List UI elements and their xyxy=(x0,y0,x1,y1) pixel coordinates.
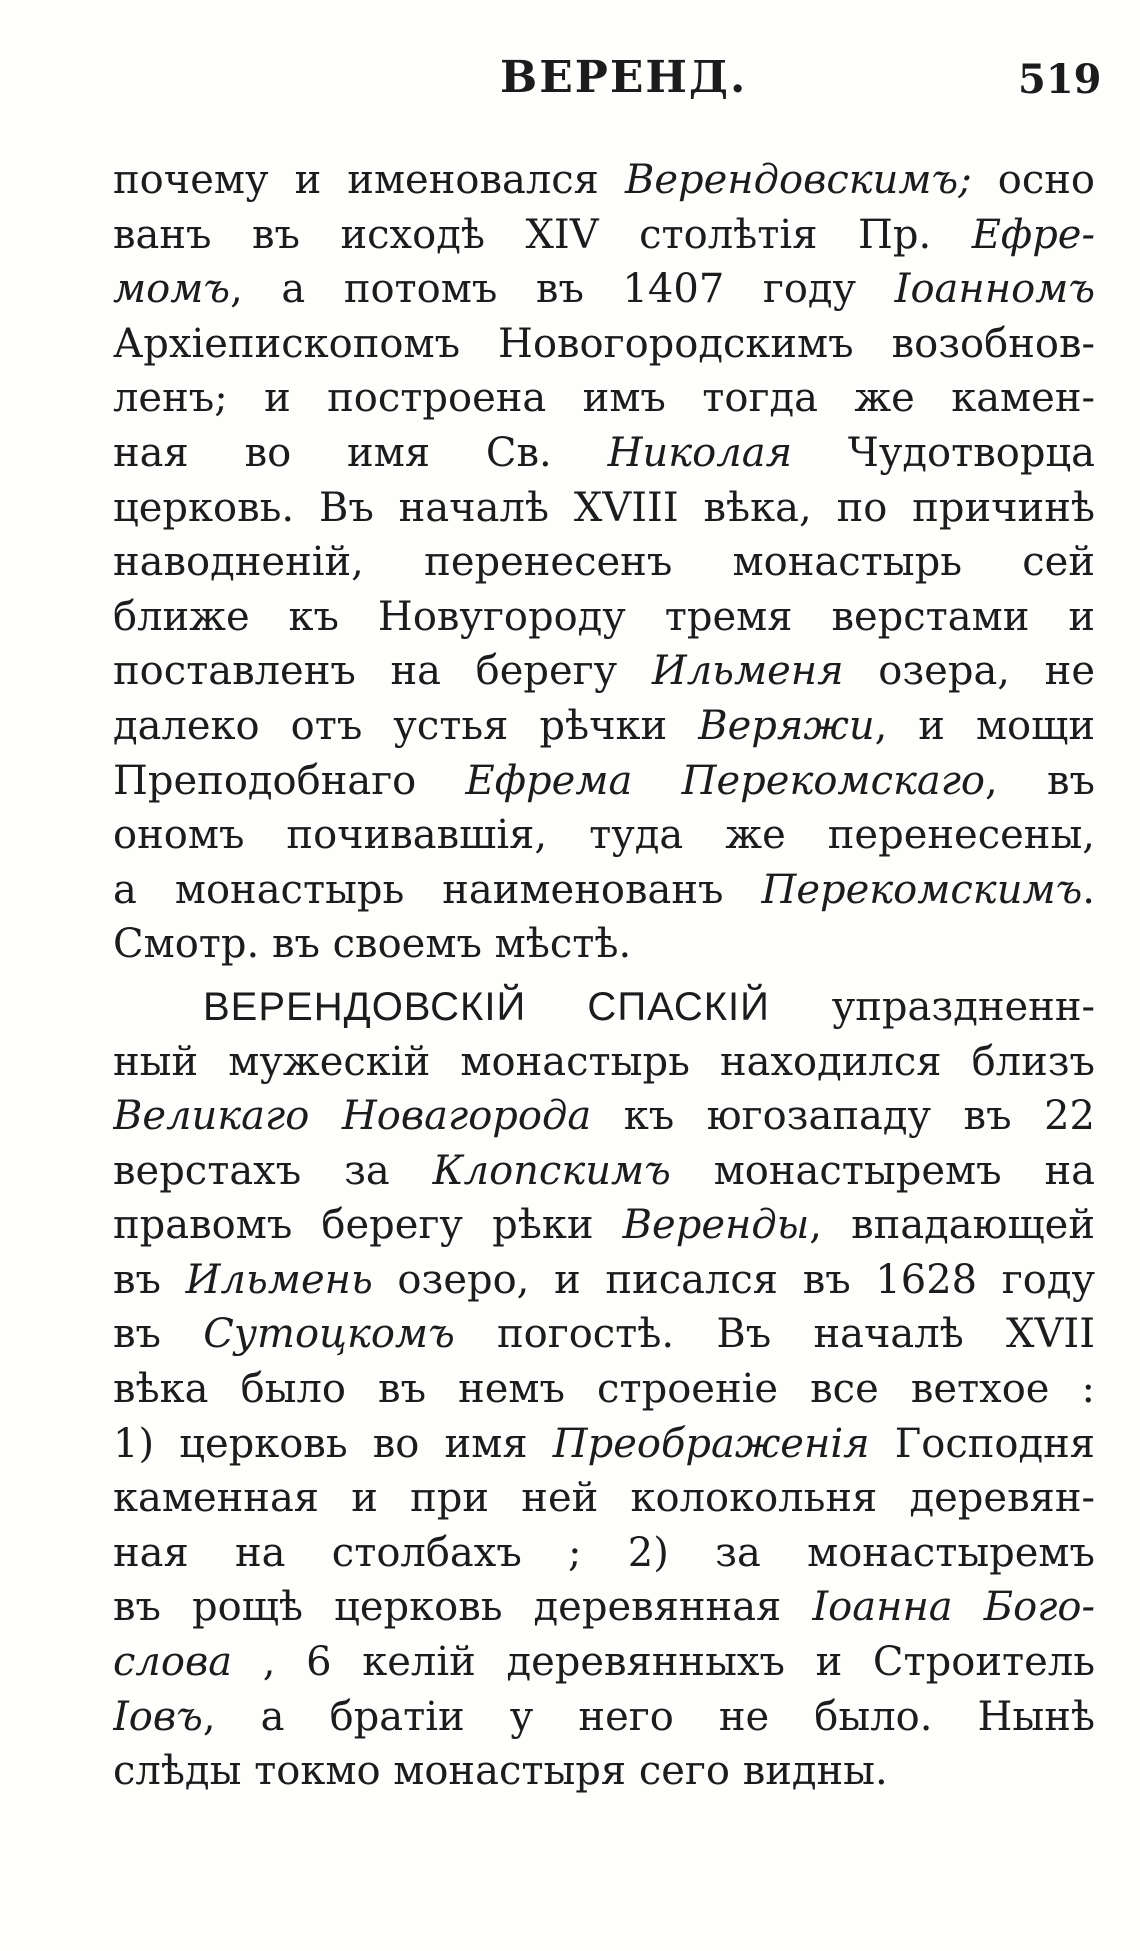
text-run: озера, не xyxy=(843,648,1095,695)
text-line xyxy=(113,699,1095,754)
text-line xyxy=(113,1144,1095,1199)
text-run: , впадающей xyxy=(809,1202,1095,1249)
text-run: упраздненн- xyxy=(769,983,1095,1030)
text-run: Смотр. въ своемъ мѣстѣ. xyxy=(113,921,632,968)
italic-proper-name: Клопскимъ xyxy=(432,1147,671,1194)
text-run: церковь. Въ началѣ XVIII вѣка, по причинѣ xyxy=(113,484,1095,531)
text-run: , а потомъ въ 1407 году xyxy=(230,266,895,313)
page-number: 519 xyxy=(1018,56,1102,103)
italic-proper-name: Іоанна Бого- xyxy=(812,1584,1095,1631)
italic-proper-name: Іовъ xyxy=(113,1693,203,1740)
text-line xyxy=(113,426,1095,481)
text-line xyxy=(113,980,1095,1035)
italic-proper-name: Веряжи xyxy=(698,702,875,749)
text-line xyxy=(113,317,1095,372)
text-run: , 6 келій деревянныхъ и Строитель xyxy=(232,1639,1095,1686)
text-run: въ xyxy=(113,1256,186,1303)
entry-heading: ВЕРЕНДОВСКІЙ СПАСКІЙ xyxy=(203,984,770,1029)
text-run: каменная и при ней колокольня деревян- xyxy=(113,1475,1095,1522)
text-run: , въ xyxy=(985,757,1095,804)
text-run: Господня xyxy=(869,1420,1095,1467)
italic-proper-name: момъ xyxy=(113,266,231,313)
italic-proper-name: Сутоцкомъ xyxy=(203,1311,455,1358)
text-line xyxy=(113,262,1095,317)
italic-proper-name: Іоанномъ xyxy=(894,266,1095,313)
text-run: Архіепископомъ Новогородскимъ возобнов- xyxy=(113,320,1095,367)
text-run: поставленъ на берегу xyxy=(113,648,652,695)
italic-proper-name: Перекомскимъ xyxy=(761,866,1083,913)
italic-proper-name: Преображенія xyxy=(552,1420,870,1467)
text-run: ономъ почивавшія, туда же перенесены, xyxy=(113,812,1095,859)
text-line xyxy=(113,481,1095,536)
text-run: ближе къ Новугороду тремя верстами и xyxy=(113,593,1095,640)
text-run: ная на столбахъ ; 2) за монастыремъ xyxy=(113,1529,1095,1576)
text-line xyxy=(113,1471,1095,1526)
text-run: далеко отъ устья рѣчки xyxy=(113,702,699,749)
running-head-title: ВЕРЕНД. xyxy=(500,52,748,103)
text-run: правомъ берегу рѣки xyxy=(113,1202,623,1249)
italic-proper-name: Ильменя xyxy=(651,648,844,695)
italic-proper-name: Ильмень xyxy=(185,1256,373,1303)
text-run: въ xyxy=(113,1311,204,1358)
italic-proper-name: Веренды xyxy=(622,1202,810,1249)
text-run: , и мощи xyxy=(874,702,1095,749)
text-run: а монастырь наименованъ xyxy=(113,866,762,913)
text-run: вѣка было въ немъ строеніе все ветхое : xyxy=(113,1366,1095,1413)
text-run: ванъ въ исходѣ XIV столѣтія Пр. xyxy=(113,211,972,258)
italic-proper-name: Верендовскимъ; xyxy=(624,157,972,203)
text-run: слѣды токмо монастыря сего видны. xyxy=(113,1748,888,1795)
text-run: монастыремъ на xyxy=(670,1147,1095,1194)
text-line xyxy=(113,208,1095,263)
text-line xyxy=(113,1744,1095,1799)
text-line xyxy=(113,1307,1095,1362)
italic-proper-name: Николая xyxy=(607,429,793,476)
text-line xyxy=(113,917,1095,972)
text-line xyxy=(113,1635,1095,1690)
text-run: погостѣ. Въ началѣ XVII xyxy=(454,1311,1095,1358)
text-run: ный мужескій монастырь находился близъ xyxy=(113,1038,1095,1085)
text-line xyxy=(113,1580,1095,1635)
italic-proper-name: Ефрема Перекомскаго xyxy=(465,757,986,804)
text-line xyxy=(113,1198,1095,1253)
running-head xyxy=(0,52,1140,112)
text-line xyxy=(113,371,1095,426)
text-line xyxy=(113,644,1095,699)
text-run: осно xyxy=(971,157,1095,203)
text-line xyxy=(113,863,1095,918)
text-line xyxy=(113,535,1095,590)
text-line xyxy=(113,1253,1095,1308)
text-line xyxy=(113,1526,1095,1581)
italic-proper-name: Великаго Новагорода xyxy=(113,1093,592,1140)
text-line xyxy=(113,1089,1095,1144)
text-run: къ югозападу въ 22 xyxy=(591,1093,1095,1140)
text-run: . xyxy=(1082,866,1095,913)
text-run: Чудотворца xyxy=(792,429,1095,476)
text-run: верстахъ за xyxy=(113,1147,433,1194)
text-run: наводненій, перенесенъ монастырь сей xyxy=(113,539,1095,586)
text-line xyxy=(113,1690,1095,1745)
text-run: озеро, и писался въ 1628 году xyxy=(372,1256,1095,1303)
text-run: Преподобнаго xyxy=(113,757,466,804)
text-run: ленъ; и построена имъ тогда же камен- xyxy=(113,375,1095,422)
text-line xyxy=(113,1035,1095,1090)
text-run: въ рощѣ церковь деревянная xyxy=(113,1584,813,1631)
italic-proper-name: Ефре- xyxy=(971,211,1095,258)
text-run: 1) церковь во имя xyxy=(113,1420,553,1467)
text-line xyxy=(113,1362,1095,1417)
page-body-text xyxy=(113,153,1095,1799)
text-line xyxy=(113,754,1095,809)
text-line xyxy=(113,1417,1095,1472)
text-run: , а братіи у него не было. Нынѣ xyxy=(202,1693,1095,1740)
text-line xyxy=(113,590,1095,645)
text-run: почему и именовался xyxy=(113,157,625,203)
text-line xyxy=(113,153,1095,208)
text-run: ная во имя Св. xyxy=(113,429,608,476)
text-line xyxy=(113,808,1095,863)
italic-proper-name: слова xyxy=(113,1639,233,1686)
